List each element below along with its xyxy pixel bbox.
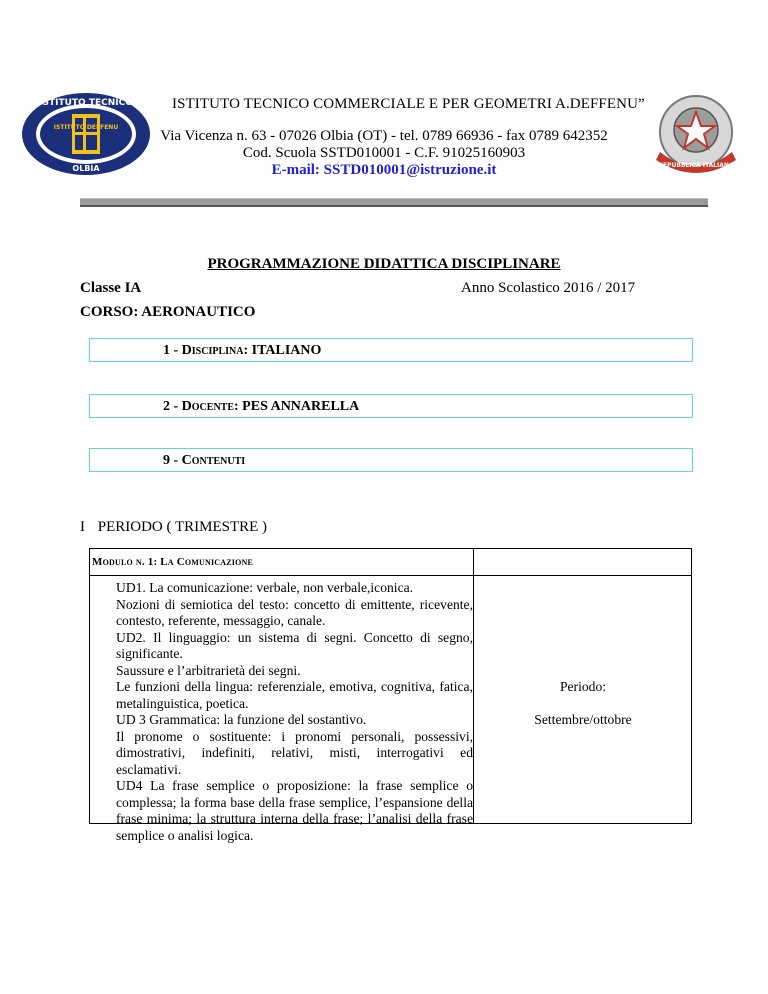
subject-box: 1 - Disciplina: ITALIANO xyxy=(89,338,693,362)
school-year: Anno Scolastico 2016 / 2017 xyxy=(461,280,636,296)
subject-label: Disciplina xyxy=(181,343,244,358)
teacher-label: Docente xyxy=(181,399,235,414)
school-email[interactable]: E-mail: SSTD010001@istruzione.it xyxy=(271,162,497,178)
period-label: Periodo: xyxy=(559,679,607,694)
teacher-value: : PES ANNARELLA xyxy=(234,399,360,414)
subject-value: : ITALIANO xyxy=(243,343,322,358)
content-line: Le funzioni della lingua: referenziale, emotiva, cognitiva, fatica, metalinguistica, poetica. xyxy=(116,679,473,711)
period-value: Settembre/ottobre xyxy=(534,712,632,727)
teacher-box: 2 - Docente: PES ANNARELLA xyxy=(89,394,693,418)
period-heading xyxy=(80,519,267,536)
course-label: CORSO: AERONAUTICO xyxy=(80,304,256,320)
content-line: Nozioni di semiotica del testo: concetto di emittente, ricevente, contesto, referente, messaggio, canale. xyxy=(116,596,473,628)
content-line: Saussure e l’arbitrarietà dei segni. xyxy=(116,662,301,678)
logo-left-city: OLBIA xyxy=(72,164,100,173)
logo-left-sub: ISTITUTO DEFFENU xyxy=(53,124,119,131)
module-table xyxy=(89,548,692,843)
contents-label: Contenuti xyxy=(181,453,246,468)
period-number: I xyxy=(80,519,85,535)
school-name: ISTITUTO TECNICO COMMERCIALE E PER GEOMETRI A.DEFFENU” xyxy=(172,96,645,112)
module-content xyxy=(116,580,473,844)
content-line: UD4 La frase semplice o proposizione: la frase semplice o complessa; la forma base della frase semplice, l’espansione della frase minima; la struttura interna della frase; l’analisi della frase semplice o analisi logica. xyxy=(116,778,473,843)
school-address: Via Vicenza n. 63 - 07026 Olbia (OT) - tel. 0789 66936 - fax 0789 642352 xyxy=(160,128,608,144)
school-codes: Cod. Scuola SSTD010001 - C.F. 91025160903 xyxy=(242,145,526,161)
content-line: UD2. Il linguaggio: un sistema di segni. Concetto di segno, significante. xyxy=(116,629,473,661)
content-line: UD 3 Grammatica: la funzione del sostantivo. xyxy=(116,712,367,727)
class-label: Classe IA xyxy=(80,280,142,296)
contents-box: 9 - Contenuti xyxy=(89,448,693,472)
content-line: Il pronome o sostituente: i pronomi personali, possessivi, dimostrativi, indefiniti, relativi, misti, interrogativi ed esclamativi. xyxy=(116,728,473,777)
page-title: PROGRAMMAZIONE DIDATTICA DISCIPLINARE xyxy=(207,256,561,272)
period-text: PERIODO ( TRIMESTRE ) xyxy=(97,519,268,535)
header-divider xyxy=(80,198,708,207)
module-title: Modulo n. 1: La Comunicazione xyxy=(92,556,254,568)
logo-left-text: ISTITUTO TECNICO xyxy=(39,98,133,108)
content-line: UD1. La comunicazione: verbale, non verbale,iconica. xyxy=(116,580,414,595)
logo-right-text: REPUBBLICA ITALIANA xyxy=(658,162,734,169)
